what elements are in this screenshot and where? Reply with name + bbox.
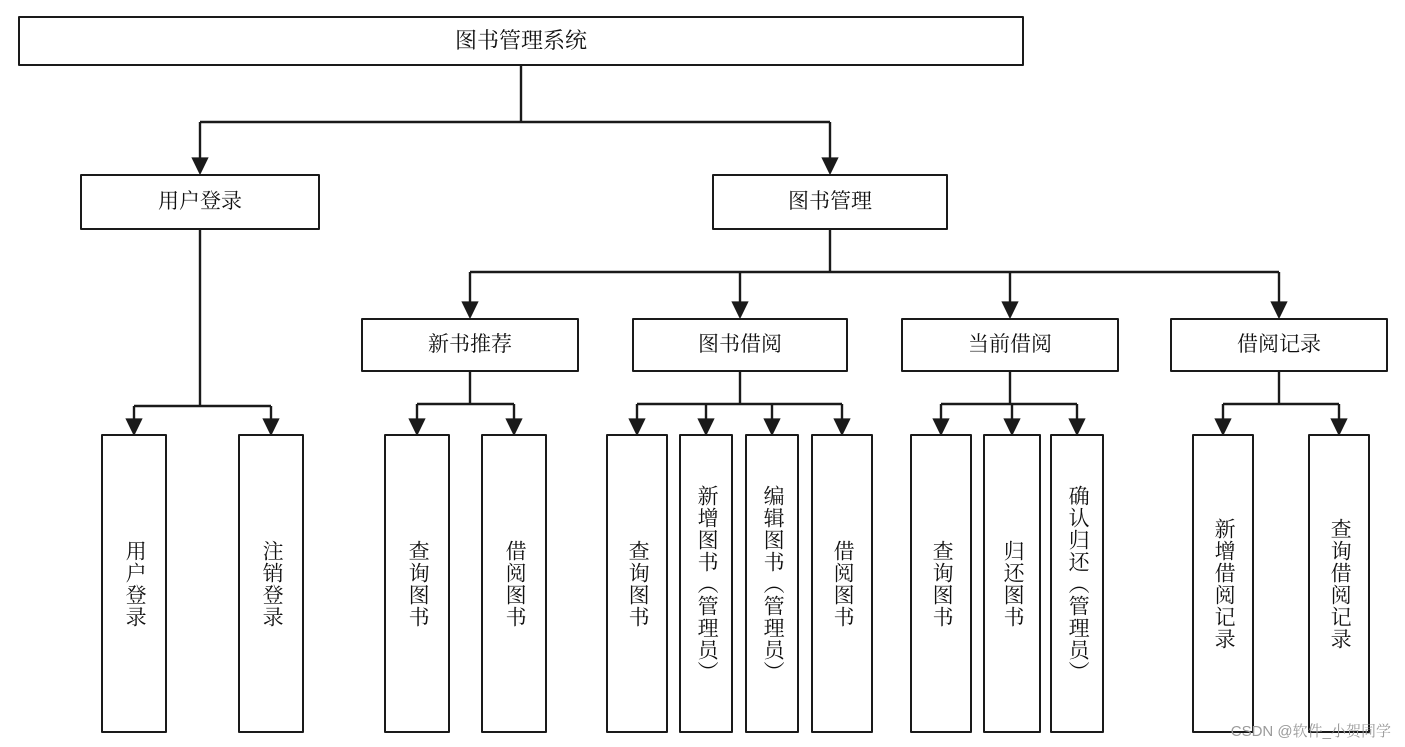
- leaf-user-login[interactable]: 用户登录: [101, 434, 167, 733]
- leaf-borrow-book-new[interactable]: 借阅图书: [481, 434, 547, 733]
- node-user-login[interactable]: 用户登录: [80, 174, 320, 230]
- leaf-query-book-current[interactable]: 查询图书: [910, 434, 972, 733]
- node-book-management[interactable]: 图书管理: [712, 174, 948, 230]
- leaf-return-book[interactable]: 归还图书: [983, 434, 1041, 733]
- leaf-confirm-return-admin[interactable]: 确认归还（管理员）: [1050, 434, 1104, 733]
- node-current-borrow[interactable]: 当前借阅: [901, 318, 1119, 372]
- node-new-book-recommend[interactable]: 新书推荐: [361, 318, 579, 372]
- leaf-add-book-admin[interactable]: 新增图书（管理员）: [679, 434, 733, 733]
- leaf-edit-book-admin[interactable]: 编辑图书（管理员）: [745, 434, 799, 733]
- leaf-borrow-book[interactable]: 借阅图书: [811, 434, 873, 733]
- node-borrow-records[interactable]: 借阅记录: [1170, 318, 1388, 372]
- leaf-query-borrow-record[interactable]: 查询借阅记录: [1308, 434, 1370, 733]
- node-book-borrow[interactable]: 图书借阅: [632, 318, 848, 372]
- watermark-text: CSDN @软件_小贺同学: [1230, 723, 1391, 740]
- node-root[interactable]: 图书管理系统: [18, 16, 1024, 66]
- leaf-query-book-new[interactable]: 查询图书: [384, 434, 450, 733]
- leaf-logout[interactable]: 注销登录: [238, 434, 304, 733]
- leaf-query-book-borrow[interactable]: 查询图书: [606, 434, 668, 733]
- leaf-add-borrow-record[interactable]: 新增借阅记录: [1192, 434, 1254, 733]
